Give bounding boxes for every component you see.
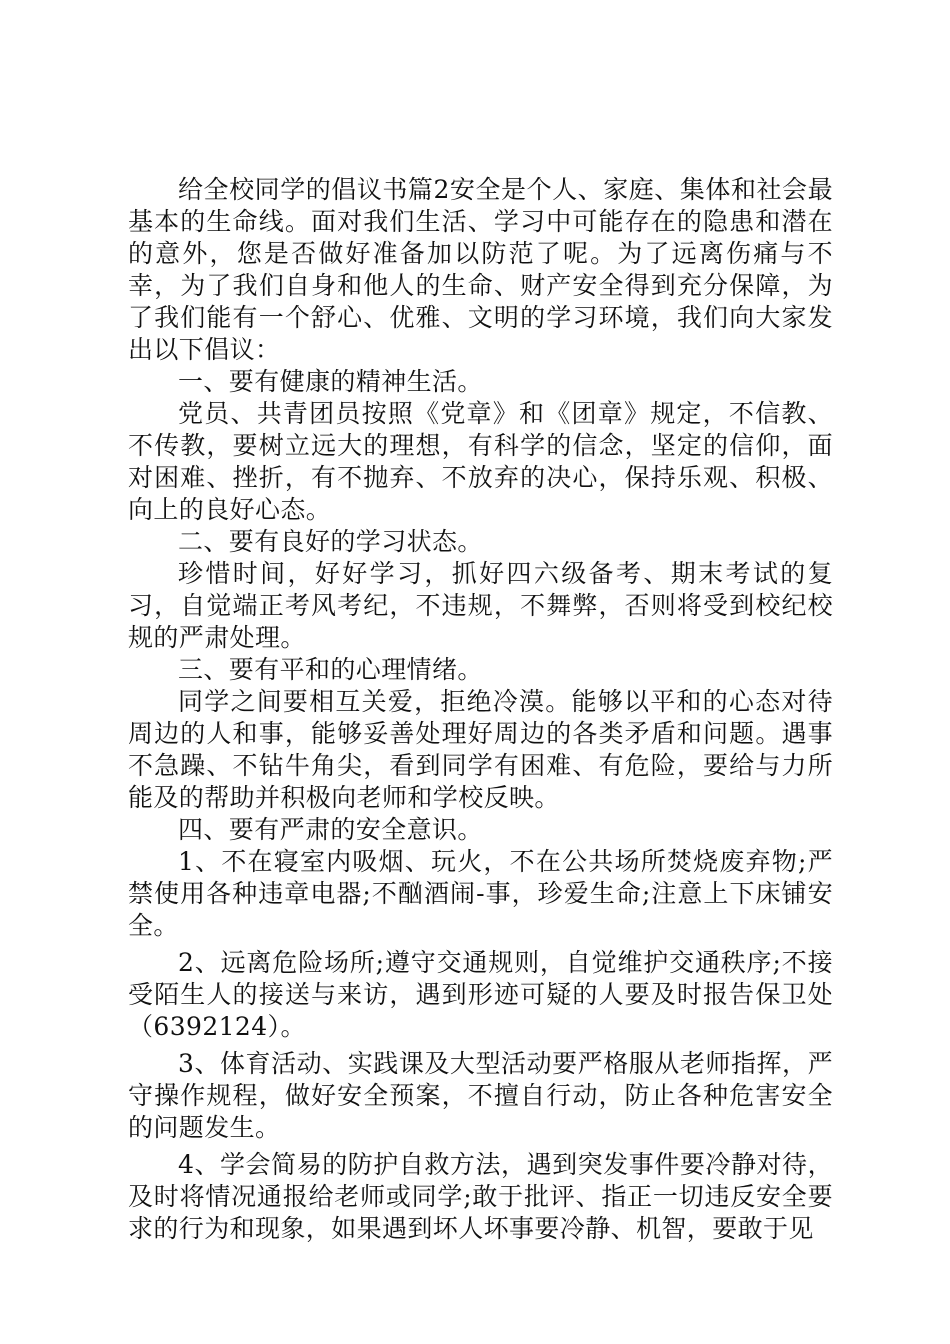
document-body <box>128 174 833 1245</box>
section-heading-3: 三、要有平和的心理情绪。 <box>178 655 483 684</box>
safety-item-3: 3、体育活动、实践课及大型活动要严格服从老师指挥，严守操作规程，做好安全预案，不擅自行动，防止各种危害安全的问题发生。 <box>128 1049 833 1142</box>
intro-paragraph: 给全校同学的倡议书篇2安全是个人、家庭、集体和社会最基本的生命线。面对我们生活、学习中可能存在的隐患和潜在的意外，您是否做好准备加以防范了呢。为了远离伤痛与不幸，为了我们自身和他人的生命、财产安全得到充分保障，为了我们能有一个舒心、优雅、文明的学习环境，我们向大家发出以下倡议： <box>128 175 833 364</box>
section-heading-2: 二、要有良好的学习状态。 <box>178 527 483 556</box>
section-paragraph-1: 党员、共青团员按照《党章》和《团章》规定，不信教、不传教，要树立远大的理想，有科学的信念，坚定的信仰，面对困难、挫折，有不抛弃、不放弃的决心，保持乐观、积极、向上的良好心态。 <box>128 399 833 524</box>
safety-item-1: 1、不在寝室内吸烟、玩火，不在公共场所焚烧废弃物;严禁使用各种违章电器;不酗酒闹-事，珍爱生命;注意上下床铺安全。 <box>128 847 833 940</box>
section-paragraph-3: 同学之间要相互关爱，拒绝冷漠。能够以平和的心态对待周边的人和事，能够妥善处理好周边的各类矛盾和问题。遇事不急躁、不钻牛角尖，看到同学有困难、有危险，要给与力所能及的帮助并积极向老师和学校反映。 <box>128 687 833 812</box>
safety-item-2: 2、远离危险场所;遵守交通规则，自觉维护交通秩序;不接受陌生人的接送与来访，遇到形迹可疑的人要及时报告保卫处（6392124）。 <box>128 948 833 1041</box>
section-heading-4: 四、要有严肃的安全意识。 <box>178 815 483 844</box>
safety-item-4: 4、学会简易的防护自救方法，遇到突发事件要冷静对待，及时将情况通报给老师或同学;敢于批评、指正一切违反安全要求的行为和现象，如果遇到坏人坏事要冷静、机智，要敢于见 <box>128 1150 833 1243</box>
section-heading-1: 一、要有健康的精神生活。 <box>178 367 483 396</box>
section-paragraph-2: 珍惜时间，好好学习，抓好四六级备考、期末考试的复习，自觉端正考风考纪，不违规，不舞弊，否则将受到校纪校规的严肃处理。 <box>128 559 833 652</box>
